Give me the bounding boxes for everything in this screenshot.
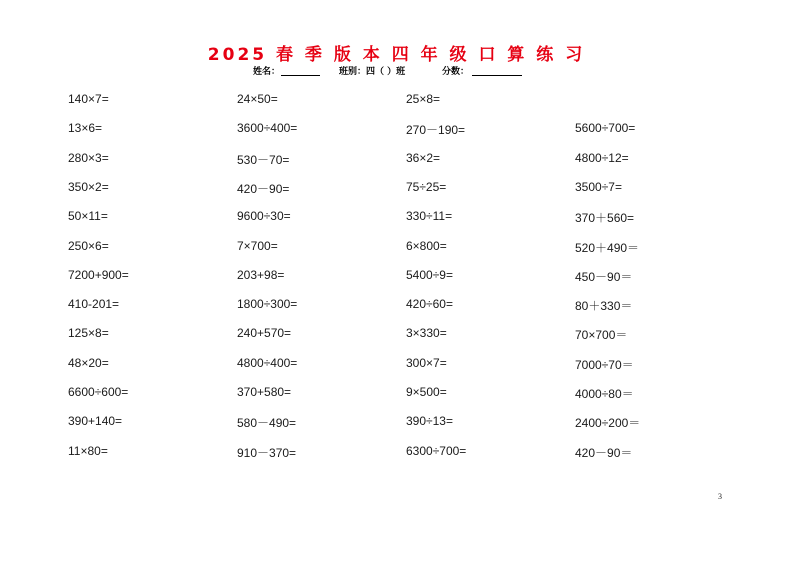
arithmetic-problem: 36×2=: [406, 150, 441, 165]
problem-row: [68, 121, 728, 141]
arithmetic-problem: 3500÷7=: [575, 179, 622, 194]
arithmetic-problem: 75÷25=: [406, 179, 447, 194]
arithmetic-problem: 280×3=: [68, 150, 109, 165]
arithmetic-problem: 3×330=: [406, 326, 447, 341]
arithmetic-problem: 330÷11=: [406, 209, 453, 224]
problem-row: [68, 385, 728, 405]
arithmetic-problem: 2400÷200＝: [575, 416, 641, 431]
problem-row: [68, 180, 728, 200]
arithmetic-problem: 50×11=: [68, 209, 108, 224]
name-blank: [281, 75, 320, 76]
problem-row: [68, 268, 728, 288]
arithmetic-problem: 390÷13=: [406, 414, 453, 429]
arithmetic-problem: 125×8=: [68, 326, 109, 341]
arithmetic-problem: 350×2=: [68, 179, 109, 194]
arithmetic-problem: 390+140=: [68, 414, 123, 429]
arithmetic-problem: 140×7=: [68, 92, 109, 106]
arithmetic-problem: 370＋560=: [575, 211, 635, 226]
arithmetic-problem: 240+570=: [237, 326, 292, 341]
class-label: 班别：四（ ）班: [339, 67, 406, 77]
arithmetic-problem: 48×20=: [68, 355, 109, 370]
problem-row: [68, 414, 728, 434]
arithmetic-problem: 9600÷30=: [237, 209, 291, 224]
page-title: 2025 春 季 版 本 四 年 级 口 算 练 习: [207, 45, 586, 65]
arithmetic-problem: 370+580=: [237, 385, 292, 399]
arithmetic-problem: 420－90＝: [575, 445, 633, 460]
arithmetic-problem: 7200+900=: [68, 267, 129, 282]
arithmetic-problem: 6300÷700=: [406, 443, 467, 458]
arithmetic-problem: 300×7=: [406, 355, 447, 370]
problem-row: [68, 239, 728, 259]
arithmetic-problem: 520＋490＝: [575, 240, 640, 255]
problem-row: [68, 297, 728, 317]
arithmetic-problem: 7000÷70＝: [575, 357, 634, 372]
arithmetic-problem: 4800÷12=: [575, 150, 629, 165]
arithmetic-problem: 1800÷300=: [237, 297, 298, 312]
arithmetic-problem: 420÷60=: [406, 297, 453, 312]
arithmetic-problem: 24×50=: [237, 92, 278, 106]
arithmetic-problem: 910－370=: [237, 445, 297, 460]
score-label: 分数：: [442, 67, 470, 77]
page-number: 3: [718, 492, 722, 501]
problem-row: [68, 209, 728, 229]
arithmetic-problem: 11×80=: [68, 443, 108, 458]
arithmetic-problem: 4800÷400=: [237, 355, 298, 370]
arithmetic-problem: 4000÷80＝: [575, 387, 634, 401]
arithmetic-problem: 25×8=: [406, 92, 441, 106]
arithmetic-problem: 580－490=: [237, 416, 297, 431]
problem-row: [68, 92, 728, 112]
arithmetic-problem: 3600÷400=: [237, 121, 298, 136]
arithmetic-problem: 530－70=: [237, 152, 290, 167]
arithmetic-problem: 5400÷9=: [406, 267, 453, 282]
arithmetic-problem: 70×700＝: [575, 328, 628, 343]
arithmetic-problem: 6×800=: [406, 238, 447, 253]
score-blank: [472, 75, 522, 76]
arithmetic-problem: 410-201=: [68, 297, 120, 312]
problem-row: [68, 326, 728, 346]
arithmetic-problem: 5600÷700=: [575, 121, 636, 136]
arithmetic-problem: 203+98=: [237, 267, 285, 282]
problem-row: [68, 444, 728, 464]
arithmetic-problem: 80＋330＝: [575, 299, 633, 314]
arithmetic-problem: 7×700=: [237, 238, 278, 253]
arithmetic-problem: 13×6=: [68, 121, 103, 136]
name-label: 姓名：: [253, 67, 281, 77]
problem-row: [68, 356, 728, 376]
arithmetic-problem: 250×6=: [68, 238, 109, 253]
arithmetic-problem: 450－90＝: [575, 269, 633, 284]
arithmetic-problem: 6600÷600=: [68, 385, 129, 399]
arithmetic-problem: 420－90=: [237, 181, 290, 196]
arithmetic-problem: 9×500=: [406, 385, 447, 399]
arithmetic-problem: 270－190=: [406, 123, 466, 138]
problem-row: [68, 151, 728, 171]
problem-grid: [68, 92, 728, 464]
